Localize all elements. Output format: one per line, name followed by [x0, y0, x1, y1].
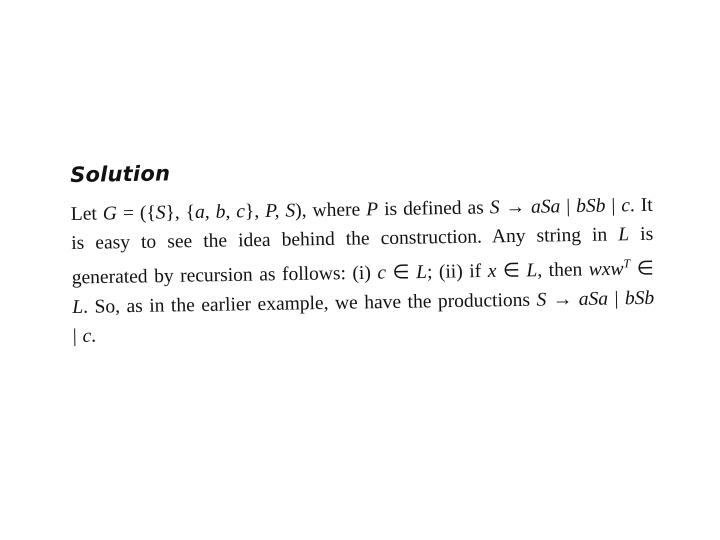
math-symbol: S	[489, 197, 500, 219]
solution-paragraph	[71, 191, 655, 351]
math-symbol: L	[526, 260, 538, 282]
math-symbol: bSb	[576, 195, 606, 218]
math-symbol: a, b, c	[194, 201, 246, 224]
text-run: |	[72, 325, 83, 347]
text-run: →	[499, 196, 532, 219]
text-run: = ({	[116, 202, 156, 225]
text-run: . So, as in the earlier example, we have the productions	[82, 289, 537, 318]
text-run: },	[244, 200, 266, 223]
math-symbol: c	[621, 195, 631, 217]
text-run: Let	[70, 203, 103, 225]
text-run: .	[91, 325, 97, 347]
math-symbol: aSa	[578, 288, 609, 310]
math-symbol: c	[82, 325, 92, 347]
math-symbol: P, S	[265, 200, 296, 222]
text-run: , then	[537, 259, 590, 282]
math-symbol: x	[487, 260, 497, 282]
text-run: ∈	[496, 260, 527, 282]
math-symbol: T	[623, 256, 631, 271]
math-symbol: wxw	[588, 258, 624, 281]
text-run: |	[560, 196, 577, 218]
math-symbol: L	[618, 224, 630, 246]
text-run: ; (ii) if	[426, 260, 488, 283]
math-symbol: S	[536, 289, 547, 311]
math-symbol: G	[102, 203, 118, 225]
text-run: ∈	[630, 258, 654, 280]
math-symbol: aSa	[530, 196, 561, 218]
solution-heading: Solution	[70, 161, 171, 187]
textbook-excerpt	[70, 153, 655, 351]
math-symbol: L	[415, 261, 428, 284]
text-run: |	[607, 287, 626, 310]
text-run: ), where	[295, 199, 367, 222]
math-symbol: bSb	[624, 287, 655, 309]
text-run: }, {	[165, 202, 196, 224]
math-symbol: S	[155, 202, 166, 224]
text-run: ∈	[385, 262, 417, 284]
text-run: |	[605, 195, 622, 217]
text-run: →	[546, 288, 579, 311]
text-run: is generated by recursion as follows: (i)	[71, 223, 654, 289]
math-symbol: L	[72, 296, 84, 318]
text-run: is defined as	[377, 197, 490, 221]
math-symbol: c	[377, 262, 387, 284]
text-run: . It is easy to see the idea behind the construction. Any string in	[71, 194, 653, 254]
math-symbol: P	[366, 199, 379, 221]
